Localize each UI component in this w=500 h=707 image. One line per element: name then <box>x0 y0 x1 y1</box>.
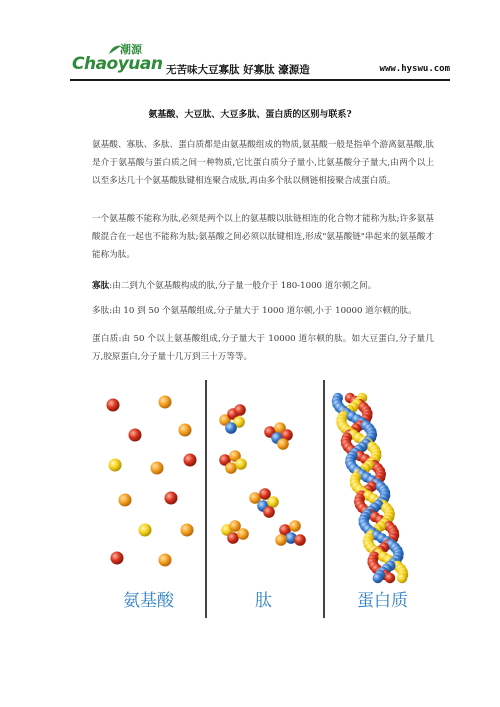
peptide-clusters <box>219 404 306 546</box>
peptide-ball <box>263 506 275 518</box>
amino-acid-ball <box>159 554 172 567</box>
paragraph-protein: 蛋白质:由 50 个以上氨基酸组成,分子量大于 10000 道尔顿的肽。如大豆蛋白,分子量几万,胶原蛋白,分子量十几万到三十万等等。 <box>92 334 434 362</box>
article-title: 氨基酸、大豆肽、大豆多肽、蛋白质的区别与联系? <box>148 110 352 120</box>
label-peptide: 肽 <box>255 591 272 611</box>
label-protein: 蛋白质 <box>357 591 408 611</box>
amino-acid-ball <box>159 396 172 409</box>
peptide-ball <box>275 534 287 546</box>
peptide-ball <box>225 422 237 434</box>
amino-acid-ball <box>179 424 192 437</box>
paragraph-oligopeptide <box>92 277 434 295</box>
peptide-ball <box>235 458 247 470</box>
oligopeptide-definition: :由二到九个氨基酸构成的肽,分子量一般介于 180-1000 道尔顿之间。 <box>109 281 377 291</box>
peptide-ball <box>289 520 301 532</box>
peptide-ball <box>277 438 289 450</box>
term-oligopeptide: 寡肽 <box>92 281 110 291</box>
amino-acid-ball <box>129 429 142 442</box>
molecule-illustration <box>95 380 435 620</box>
protein-ball <box>373 573 383 583</box>
site-url[interactable]: www.hyswu.com <box>379 64 450 74</box>
amino-acid-ball <box>109 459 122 472</box>
amino-acid-ball <box>184 454 197 467</box>
label-amino-acid: 氨基酸 <box>123 591 174 611</box>
paragraph-polypeptide: 多肽:由 10 到 50 个氨基酸组成,分子量大于 1000 道尔顿,小于 10000 道尔顿的肽。 <box>92 306 417 316</box>
protein-helix <box>332 393 408 583</box>
header-divider <box>70 79 450 81</box>
amino-acid-peptide-protein-figure <box>95 380 435 620</box>
figure-divider-right <box>323 380 325 618</box>
amino-acid-ball <box>165 492 178 505</box>
paragraph-intro: 氨基酸、寡肽、多肽、蛋白质都是由氨基酸组成的物质,氨基酸一般是指单个游离氨基酸,肽是介于氨基酸与蛋白质之间一种物质,它比蛋白质分子量小,比氨基酸分子量大,由两个以上以至多达几十个氨基酸肽键相连聚合成肽,再由多个肽以侧链相接聚合成蛋白质。 <box>92 140 434 186</box>
amino-acid-balls <box>107 396 197 567</box>
protein-ball <box>385 573 395 583</box>
peptide-ball <box>267 496 279 508</box>
paragraph-peptide-definition: 一个氨基酸不能称为肽,必须是两个以上的氨基酸以肽链相连的化合物才能称为肽;许多氨基酸混合在一起也不能称为肽;氨基酸之间必须以肽键相连,形成"氨基酸链"串起来的氨基酸才能称为肽。 <box>92 214 434 260</box>
peptide-ball <box>227 532 239 544</box>
peptide-ball <box>294 534 306 546</box>
amino-acid-ball <box>107 399 120 412</box>
amino-acid-ball <box>151 462 164 475</box>
protein-ball <box>397 573 407 583</box>
amino-acid-ball <box>181 524 194 537</box>
logo-wordmark: Chaoyuan <box>72 54 163 74</box>
peptide-ball <box>237 528 249 540</box>
amino-acid-ball <box>139 524 152 537</box>
peptide-ball <box>225 462 237 474</box>
figure-divider-left <box>205 380 207 618</box>
header-slogan: 无苦味大豆寡肽 好寡肽 濠源造 <box>166 64 310 76</box>
peptide-ball <box>234 404 246 416</box>
logo-chinese: 潮源 <box>120 43 142 56</box>
page-header <box>70 42 450 82</box>
amino-acid-ball <box>111 552 124 565</box>
chaoyuan-logo <box>70 42 163 78</box>
amino-acid-ball <box>119 494 132 507</box>
